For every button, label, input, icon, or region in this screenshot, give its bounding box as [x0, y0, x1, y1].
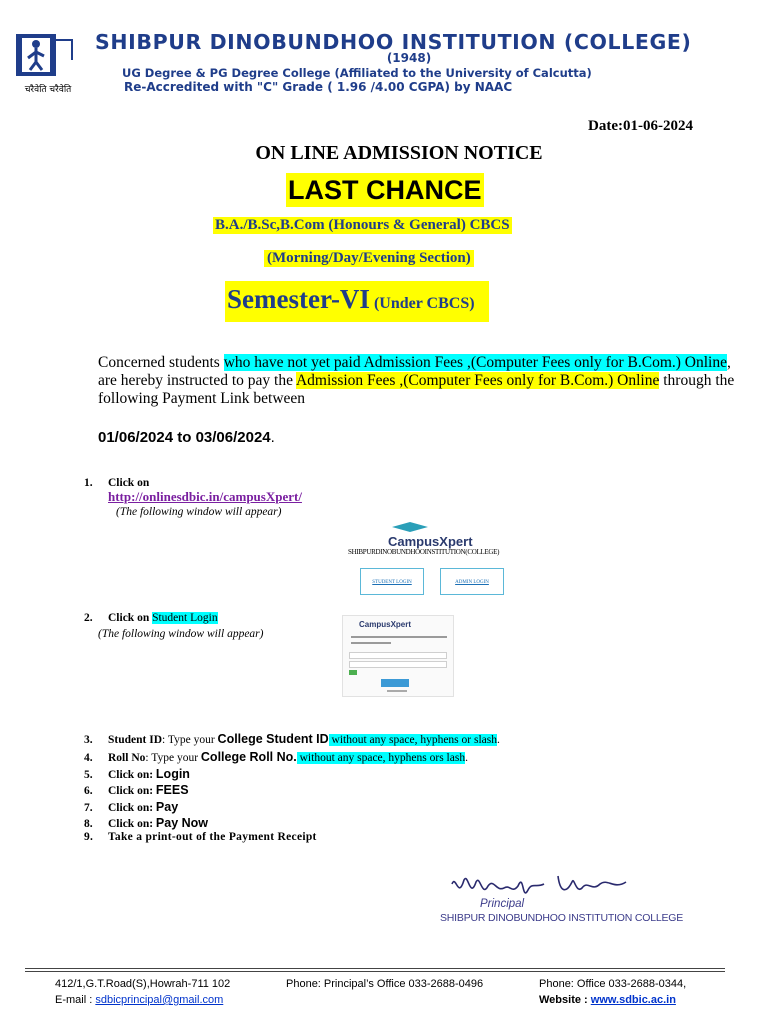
- principal-signature: [448, 870, 648, 910]
- date-range: [98, 429, 275, 446]
- campusxpert-logo: CampusXpert: [388, 534, 473, 549]
- step-number: 1.: [84, 477, 93, 489]
- text-line: [387, 690, 407, 692]
- student-id-field[interactable]: [349, 652, 447, 659]
- step-strong: College Student ID: [217, 732, 329, 746]
- step-8: [84, 816, 208, 830]
- captcha-checkbox[interactable]: [349, 670, 357, 675]
- date-range-period: .: [270, 429, 275, 446]
- footer-divider: [25, 968, 725, 969]
- step-strong: Pay: [155, 800, 179, 814]
- date-range-text: 01/06/2024 to 03/06/2024: [98, 429, 271, 446]
- student-login-screenshot: [342, 615, 454, 697]
- step-2: [84, 612, 218, 624]
- step-9: [84, 831, 317, 843]
- text-line: [351, 636, 447, 638]
- step-label: Roll No: [108, 752, 146, 764]
- para-text: through the following Payment Link between: [98, 372, 735, 407]
- campusxpert-home-screenshot: [340, 520, 540, 600]
- step-4: [84, 750, 468, 764]
- payment-link[interactable]: http://onlinesdbic.in/campusXpert/: [108, 489, 302, 504]
- step-6: [84, 783, 189, 797]
- step-highlight: without any space, hyphens or slash: [328, 734, 497, 746]
- step-strong: FEES: [155, 783, 189, 797]
- signature-college: SHIBPUR DINOBUNDHOO INSTITUTION COLLEGE: [440, 912, 684, 924]
- step-strong: Login: [155, 767, 190, 781]
- step-number: 8.: [84, 818, 93, 830]
- step-number: 5.: [84, 769, 93, 781]
- admin-login-button[interactable]: ADMIN LOGIN: [440, 568, 504, 595]
- step-strong: Pay Now: [155, 816, 209, 830]
- college-name: SHIBPUR DINOBUNDHOO INSTITUTION (COLLEGE): [95, 30, 692, 54]
- para-text: Concerned students: [98, 354, 224, 371]
- roll-no-field[interactable]: [349, 661, 447, 668]
- step-highlight: without any space, hyphens ors lash: [296, 752, 466, 764]
- step-5: [84, 767, 190, 781]
- step-number: 2.: [84, 612, 93, 624]
- step-label: Click on: [108, 612, 153, 624]
- notice-date: Date:01-06-2024: [588, 118, 693, 134]
- footer-email: [55, 994, 223, 1006]
- footer-website: [539, 994, 676, 1006]
- step-3: [84, 732, 500, 746]
- logo-motto: चरैवेति चरैवेति: [24, 85, 72, 95]
- principal-title: Principal: [480, 898, 525, 910]
- para-highlight: who have not yet paid Admission Fees ,(Computer Fees only for B.Com.) Online: [223, 354, 727, 371]
- accreditation: Re-Accredited with "C" Grade ( 1.96 /4.00 CGPA) by NAAC: [124, 80, 513, 94]
- founding-year: (1948): [386, 51, 432, 65]
- graduation-cap-icon: [392, 522, 428, 532]
- step-number: 6.: [84, 785, 93, 797]
- step-number: 3.: [84, 734, 93, 746]
- step-label: Student ID: [108, 734, 163, 746]
- step-number: 7.: [84, 802, 93, 814]
- letterhead: [0, 0, 768, 100]
- courses: B.A./B.Sc,B.Com (Honours & General) CBCS: [215, 217, 510, 233]
- window-note: (The following window will appear): [98, 628, 264, 640]
- semester: [225, 281, 489, 322]
- website-label: Website :: [539, 994, 591, 1006]
- para-highlight: Admission Fees ,(Computer Fees only for B.Com.) Online: [295, 372, 660, 389]
- email-link[interactable]: sdbicprincipal@gmail.com: [95, 994, 224, 1006]
- step-text: .: [497, 734, 500, 746]
- student-login-button[interactable]: STUDENT LOGIN: [360, 568, 424, 595]
- campusxpert-logo: CampusXpert: [359, 620, 412, 629]
- institution-label: SHIBPURDINOBUNDHOOINSTITUTION(COLLEGE): [348, 548, 500, 556]
- step-label: Click on:: [108, 769, 156, 781]
- step-7: [84, 800, 178, 814]
- window-note: (The following window will appear): [116, 506, 282, 518]
- para-text: , are hereby instructed to pay the: [98, 354, 731, 389]
- step-label: Take a print-out of the Payment Receipt: [108, 831, 317, 843]
- section: (Morning/Day/Evening Section): [264, 250, 474, 267]
- step-number: 9.: [84, 831, 94, 843]
- step-text: : Type your: [145, 752, 201, 764]
- instruction-paragraph: [98, 354, 738, 408]
- step-label: Click on:: [108, 802, 156, 814]
- step-text: : Type your: [162, 734, 218, 746]
- step-text: .: [465, 752, 468, 764]
- footer-phone-office: Phone: Office 033-2688-0344,: [539, 978, 687, 990]
- step-label: Click on:: [108, 818, 156, 830]
- step-highlight: Student Login: [152, 612, 218, 624]
- footer-address: 412/1,G.T.Road(S),Howrah-711 102: [55, 978, 231, 990]
- step-1: [84, 477, 149, 489]
- semester-note: (Under CBCS): [373, 295, 475, 312]
- step-strong: College Roll No.: [200, 750, 297, 764]
- affiliation: UG Degree & PG Degree College (Affiliated to the University of Calcutta): [122, 66, 592, 80]
- website-link[interactable]: www.sdbic.ac.in: [590, 994, 676, 1006]
- notice-title: ON LINE ADMISSION NOTICE: [255, 142, 543, 164]
- footer-divider: [25, 971, 725, 972]
- step-number: 4.: [84, 752, 93, 764]
- text-line: [351, 642, 391, 644]
- email-label: E-mail :: [55, 994, 96, 1006]
- headline: LAST CHANCE: [288, 175, 482, 205]
- login-button[interactable]: [381, 679, 409, 687]
- step-label: Click on:: [108, 785, 156, 797]
- step-label: Click on: [108, 477, 150, 489]
- footer-phone-principal: Phone: Principal’s Office 033-2688-0496: [286, 978, 484, 990]
- semester-label: Semester-VI: [227, 284, 370, 314]
